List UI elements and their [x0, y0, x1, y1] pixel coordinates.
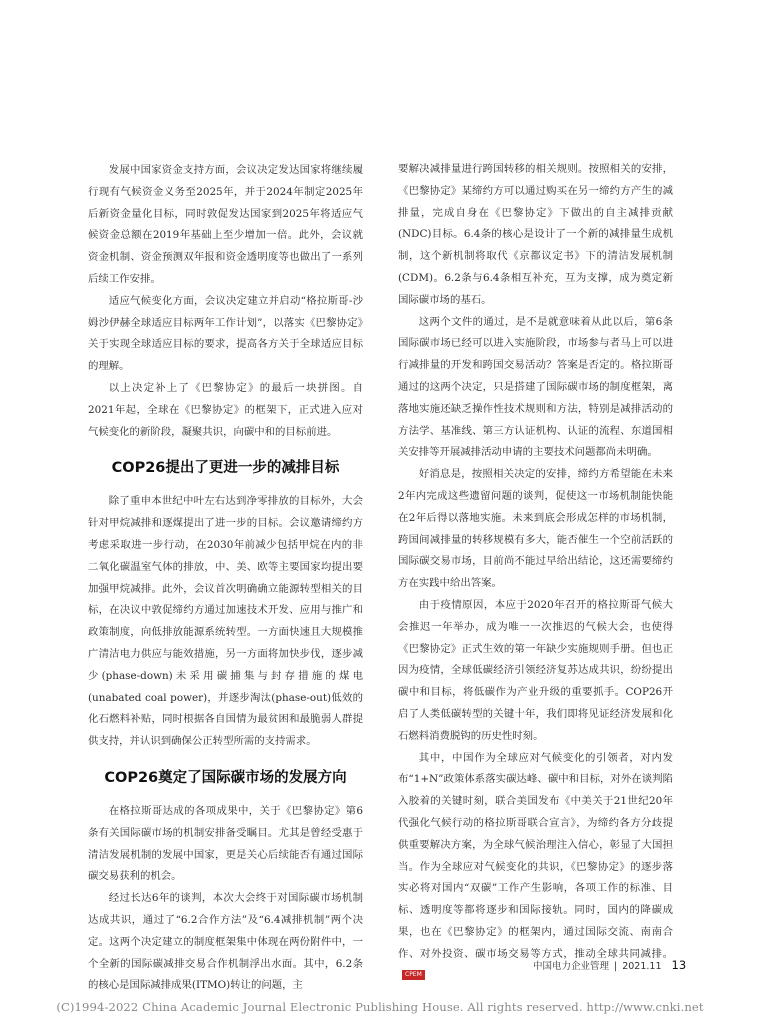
- paragraph: 适应气候变化方面，会议决定建立并启动“格拉斯哥-沙姆沙伊赫全球适应目标两年工作计划”，以落实《巴黎协定》关于实现全球适应目标的要求，提高各方关于全球适应目标的理解。: [88, 294, 363, 373]
- paragraph: 以上决定补上了《巴黎协定》的最后一块拼图。自2021年起，全球在《巴黎协定》的框架下，正式进入应对气候变化的新阶段，凝聚共识，向碳中和的目标前进。: [88, 381, 363, 438]
- section-heading: COP26提出了更进一步的减排目标: [111, 460, 340, 477]
- paragraph-text: 其中，中国作为全球应对气候变化的引领者，对内发布“1+N”政策体系落实碳达峰、碳中和目标，对外在谈判陷入胶着的关键时刻，联合美国发布《中美关于21世纪20年代强化气候行动的格拉斯哥联合宣言》，为缔约各方分歧提供重要解决方案，为全球气候治理注入信心，彰显了大国担当。作为全球应对气候变化的共识，《巴黎协定》的逐步落实必将对国内“双碳”工作产生影响，各项工作的标准、目标、透明度等都将逐步和国际接轨。同时，国内的降碳成果，也在《巴黎协定》的框架内，通过国际交流、南南合作、对外投资、碳市场交易等方式，推动全球共同减排。: [398, 751, 673, 960]
- issue-number: 2021.11: [622, 961, 662, 972]
- paragraph: [398, 748, 673, 988]
- right-column: [398, 159, 673, 987]
- journal-name: 中国电力企业管理: [533, 961, 610, 972]
- paragraph: 这两个文件的通过，是不是就意味着从此以后，第6条国际碳市场已经可以进入实施阶段，市场参与者马上可以进行减排量的开发和跨国交易活动？答案是否定的。格拉斯哥通过的这两个决定，只是搭建了国际碳市场的制度框架，离落地实施还缺乏操作性技术规则和方法，特别是减排活动的方法学、基准线、第三方认证机构、认证的流程、东道国相关安排等开展减排活动申请的主要技术问题都尚未明确。: [398, 315, 673, 459]
- copyright-notice: (C)1994-2022 China Academic Journal Electronic Publishing House. All rights reserved. http://www.cnki.net: [56, 1000, 704, 1014]
- paragraph: 发展中国家资金支持方面，会议决定发达国家将继续履行现有气候资金义务至2025年，并于2024年制定2025年后新资金量化目标，同时敦促发达国家到2025年将适应气候资金总额在2019年基础上至少增加一倍。此外，会议就资金机制、资金预测双年报和资金透明度等也做出了一系列后续工作安排。: [88, 164, 363, 285]
- section-heading: COP26奠定了国际碳市场的发展方向: [104, 769, 347, 786]
- paragraph: 在格拉斯哥达成的各项成果中，关于《巴黎协定》第6条有关国际碳市场的机制安排备受瞩目。尤其是曾经受惠于清洁发展机制的发展中国家，更是关心后续能否有通过国际碳交易获利的机会。: [88, 804, 363, 883]
- paragraph: 除了重申本世纪中叶左右达到净零排放的目标外，大会针对甲烷减排和逐煤提出了进一步的目标。会议邀请缔约方考虑采取进一步行动，在2030年前减少包括甲烷在内的非二氧化碳温室气体的排放，中、美、欧等主要国家均提出要加强甲烷减排。此外，会议首次明确确立能源转型相关的目标，在决议中敦促缔约方通过加速技术开发、应用与推广和政策制度，向低排放能源系统转型。一方面快速且大规模推广清洁电力供应与能效措施，另一方面将加快步伐，逐步减少(phase-down)未采用碳捕集与封存措施的煤电(unabated coal power)，并逐步淘汰(phase-out)低效的化石燃料补贴，同时根据各自国情为最贫困和最脆弱人群提供支持，并认识到确保公正转型所需的支持需求。: [88, 495, 363, 748]
- page-footer: [533, 958, 686, 972]
- cpem-end-badge: CPEM: [402, 970, 425, 980]
- paragraph: 由于疫情原因，本应于2020年召开的格拉斯哥气候大会推迟一年举办，成为唯一一次推迟的气候大会，也使得《巴黎协定》正式生效的第一年缺少实施规则手册。但也正因为疫情，全球低碳经济引领经济复苏达成共识，纷纷提出碳中和目标，将低碳作为产业升级的重要抓手。COP26开启了人类低碳转型的关键十年，我们即将见证经济发展和化石燃料消费脱钩的历史性时刻。: [398, 598, 673, 742]
- paragraph: 要解决减排量进行跨国转移的相关规则。按照相关的安排，《巴黎协定》某缔约方可以通过购买在另一缔约方产生的减排量，完成自身在《巴黎协定》下做出的自主减排贡献(NDC)目标。6.4条的核心是设计了一个新的减排量生成机制，这个新机制将取代《京都议定书》下的清洁发展机制(CDM)。6.2条与6.4条相互补充，互为支撑，成为奠定新国际碳市场的基石。: [398, 163, 673, 306]
- page-number: 13: [671, 958, 687, 972]
- left-column: [88, 160, 363, 997]
- paragraph: 经过长达6年的谈判，本次大会终于对国际碳市场机制达成共识，通过了“6.2合作方法”及“6.4减排机制”两个决定。这两个决定建立的制度框架集中体现在两份附件中，一个全新的国际碳减排交易合作机制浮出水面。其中，6.2条的核心是国际减排成果(ITMO)转让的问题，主: [88, 892, 363, 992]
- paragraph: 好消息是，按照相关决定的安排，缔约方希望能在未来2年内完成这些遗留问题的谈判，促使这一市场机制能快能在2年后得以落地实施。未来到底会形成怎样的市场机制，跨国间减排量的转移规模有多大，能否催生一个空前活跃的国际碳交易市场，目前尚不能过早给出结论，这还需要缔约方在实践中给出答案。: [398, 468, 673, 590]
- footer-separator: |: [614, 961, 618, 972]
